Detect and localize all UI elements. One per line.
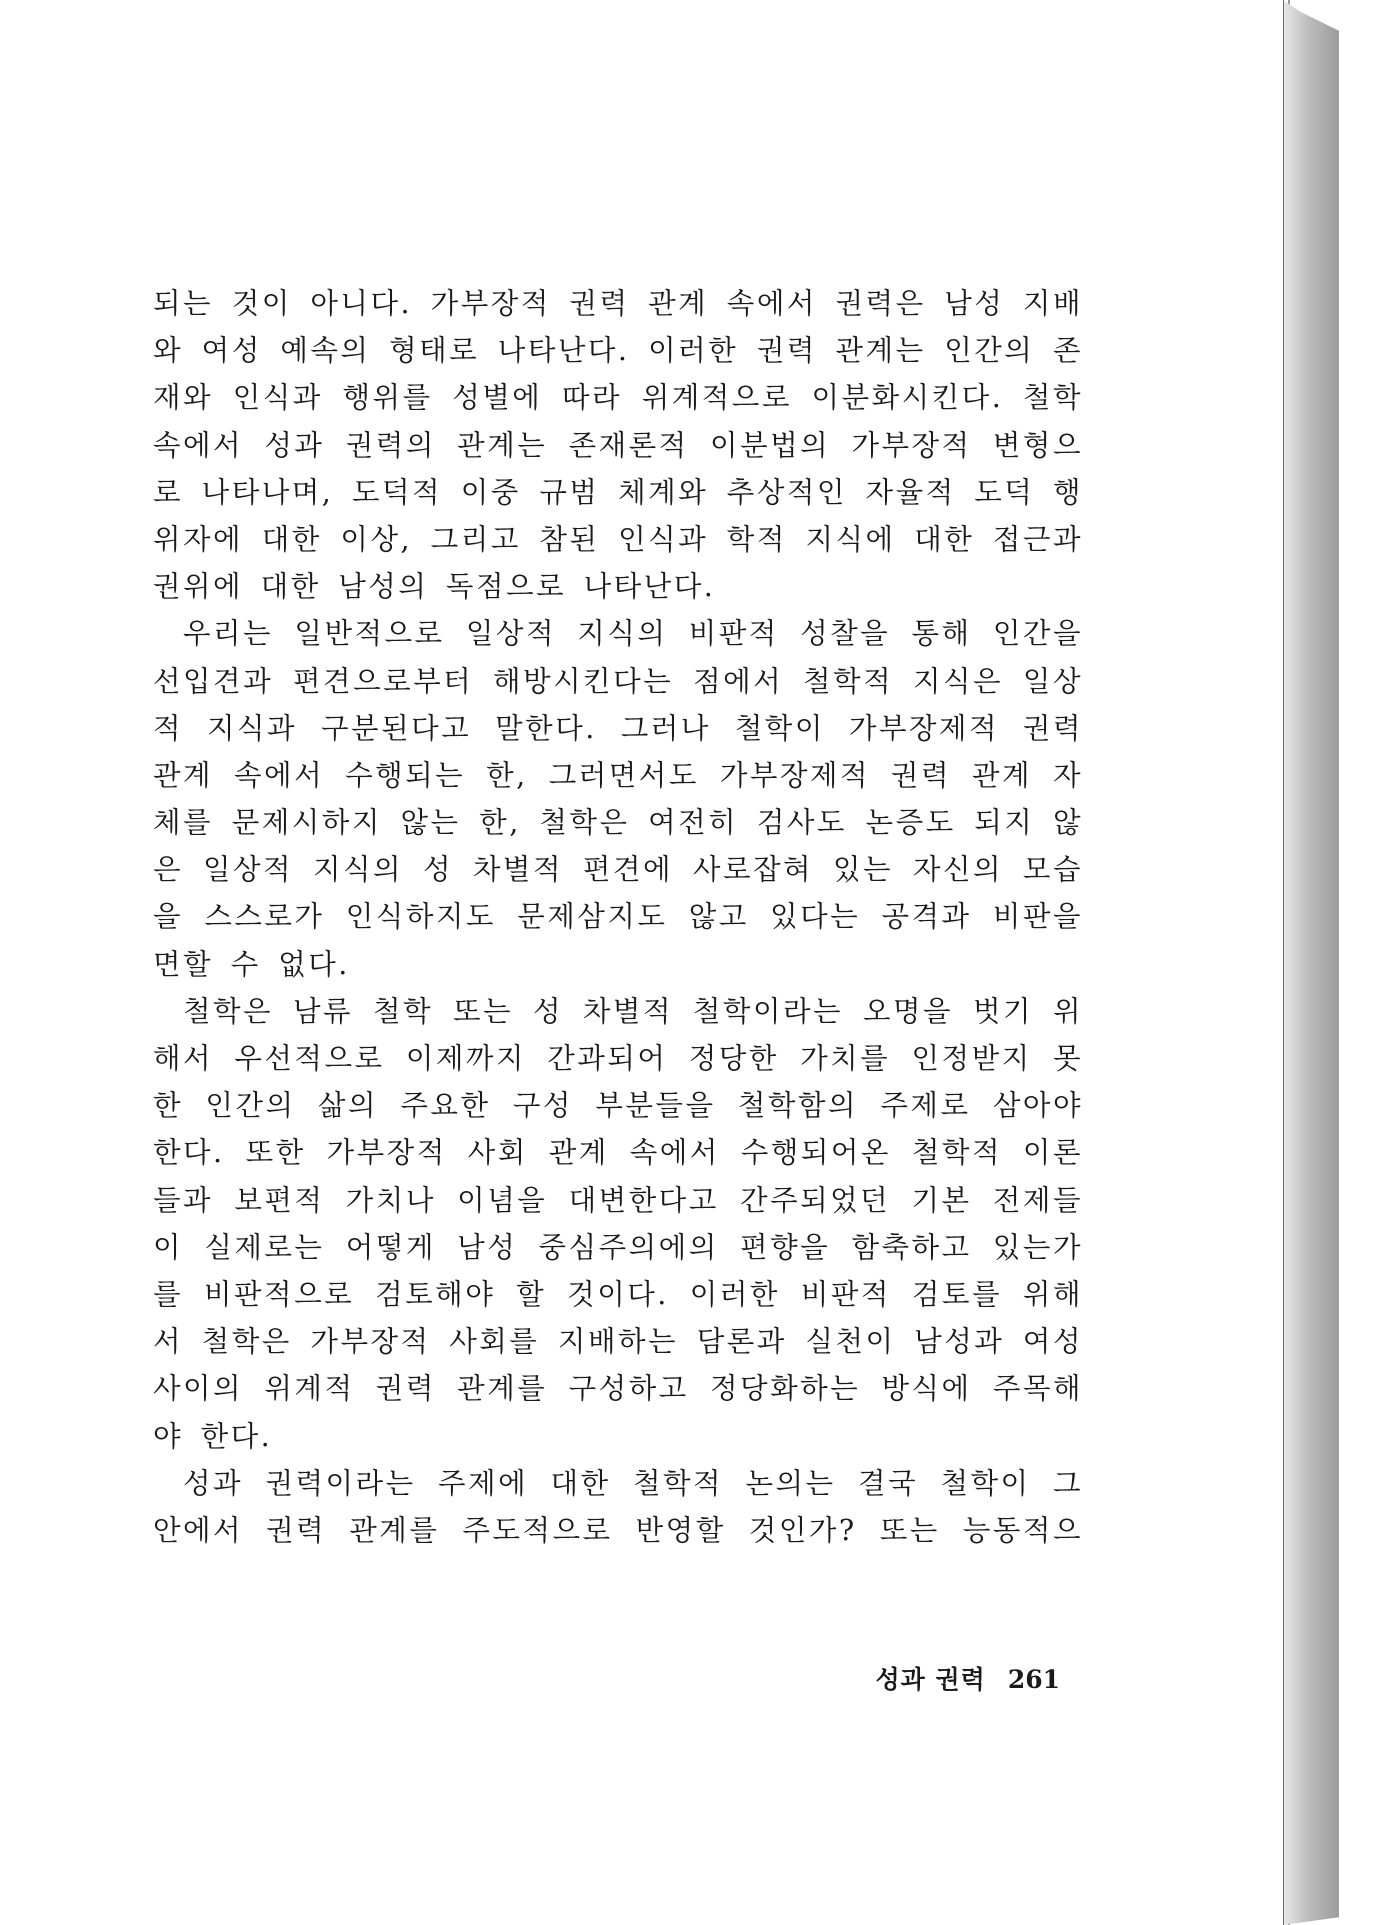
page-number: 261 (1007, 1665, 1060, 1694)
text-line: 한다. 또한 가부장적 사회 관계 속에서 수행되어온 철학적 이론 (153, 1136, 1083, 1170)
text-line: 한 인간의 삶의 주요한 구성 부분들을 철학함의 주제로 삼아야 (153, 1089, 1083, 1123)
text-line: 되는 것이 아니다. 가부장적 권력 관계 속에서 권력은 남성 지배 (153, 287, 1083, 320)
text-line: 서 철학은 가부장적 사회를 지배하는 담론과 실천이 남성과 여성 (153, 1325, 1083, 1359)
text-line: 관계 속에서 수행되는 한, 그러면서도 가부장제적 권력 관계 자 (153, 758, 1083, 792)
body-text (153, 280, 1083, 1554)
text-line: 들과 보편적 가치나 이념을 대변한다고 간주되었던 기본 전제들 (153, 1183, 1083, 1217)
text-line: 안에서 권력 관계를 주도적으로 반영할 것인가? 또는 능동적으 (153, 1513, 1083, 1547)
paragraph-first-line: 성과 권력이라는 주제에 대한 철학적 논의는 결국 철학이 그 (183, 1466, 1083, 1500)
page-footer (860, 1660, 1060, 1696)
text-line: 해서 우선적으로 이제까지 간과되어 정당한 가치를 인정받지 못 (153, 1042, 1083, 1075)
text-line: 체를 문제시하지 않는 한, 철학은 여전히 검사도 논증도 되지 않 (153, 806, 1083, 840)
text-line: 면할 수 없다. (153, 947, 350, 981)
text-line: 를 비판적으로 검토해야 할 것이다. 이러한 비판적 검토를 위해 (153, 1277, 1083, 1311)
text-line: 선입견과 편견으로부터 해방시킨다는 점에서 철학적 지식은 일상 (153, 664, 1083, 698)
text-line: 위자에 대한 이상, 그리고 참된 인식과 학적 지식에 대한 접근과 (153, 522, 1083, 556)
text-line: 을 스스로가 인식하지도 문제삼지도 않고 있다는 공격과 비판을 (153, 900, 1083, 934)
page-edge-line (1283, 0, 1284, 1925)
text-line: 권위에 대한 남성의 독점으로 나타난다. (153, 570, 716, 604)
text-line: 사이의 위계적 권력 관계를 구성하고 정당화하는 방식에 주목해 (153, 1372, 1083, 1406)
text-line: 로 나타나며, 도덕적 이중 규범 체계와 추상적인 자율적 도덕 행 (153, 475, 1083, 509)
text-line: 적 지식과 구분된다고 말한다. 그러나 철학이 가부장제적 권력 (153, 711, 1083, 745)
text-line: 와 여성 예속의 형태로 나타난다. 이러한 권력 관계는 인간의 존 (153, 334, 1083, 368)
paragraph-first-line: 우리는 일반적으로 일상적 지식의 비판적 성찰을 통해 인간을 (183, 617, 1083, 651)
text-line: 야 한다. (153, 1419, 273, 1453)
paragraph-first-line: 철학은 남류 철학 또는 성 차별적 철학이라는 오명을 벗기 위 (183, 994, 1083, 1028)
text-line: 속에서 성과 권력의 관계는 존재론적 이분법의 가부장적 변형으 (153, 428, 1083, 462)
text-line: 은 일상적 지식의 성 차별적 편견에 사로잡혀 있는 자신의 모습 (153, 853, 1083, 887)
running-title: 성과 권력 (875, 1665, 986, 1694)
book-edge-shadow (1283, 0, 1339, 1925)
text-line: 이 실제로는 어떻게 남성 중심주의에의 편향을 함축하고 있는가 (153, 1230, 1083, 1264)
text-line: 재와 인식과 행위를 성별에 따라 위계적으로 이분화시킨다. 철학 (153, 381, 1083, 415)
